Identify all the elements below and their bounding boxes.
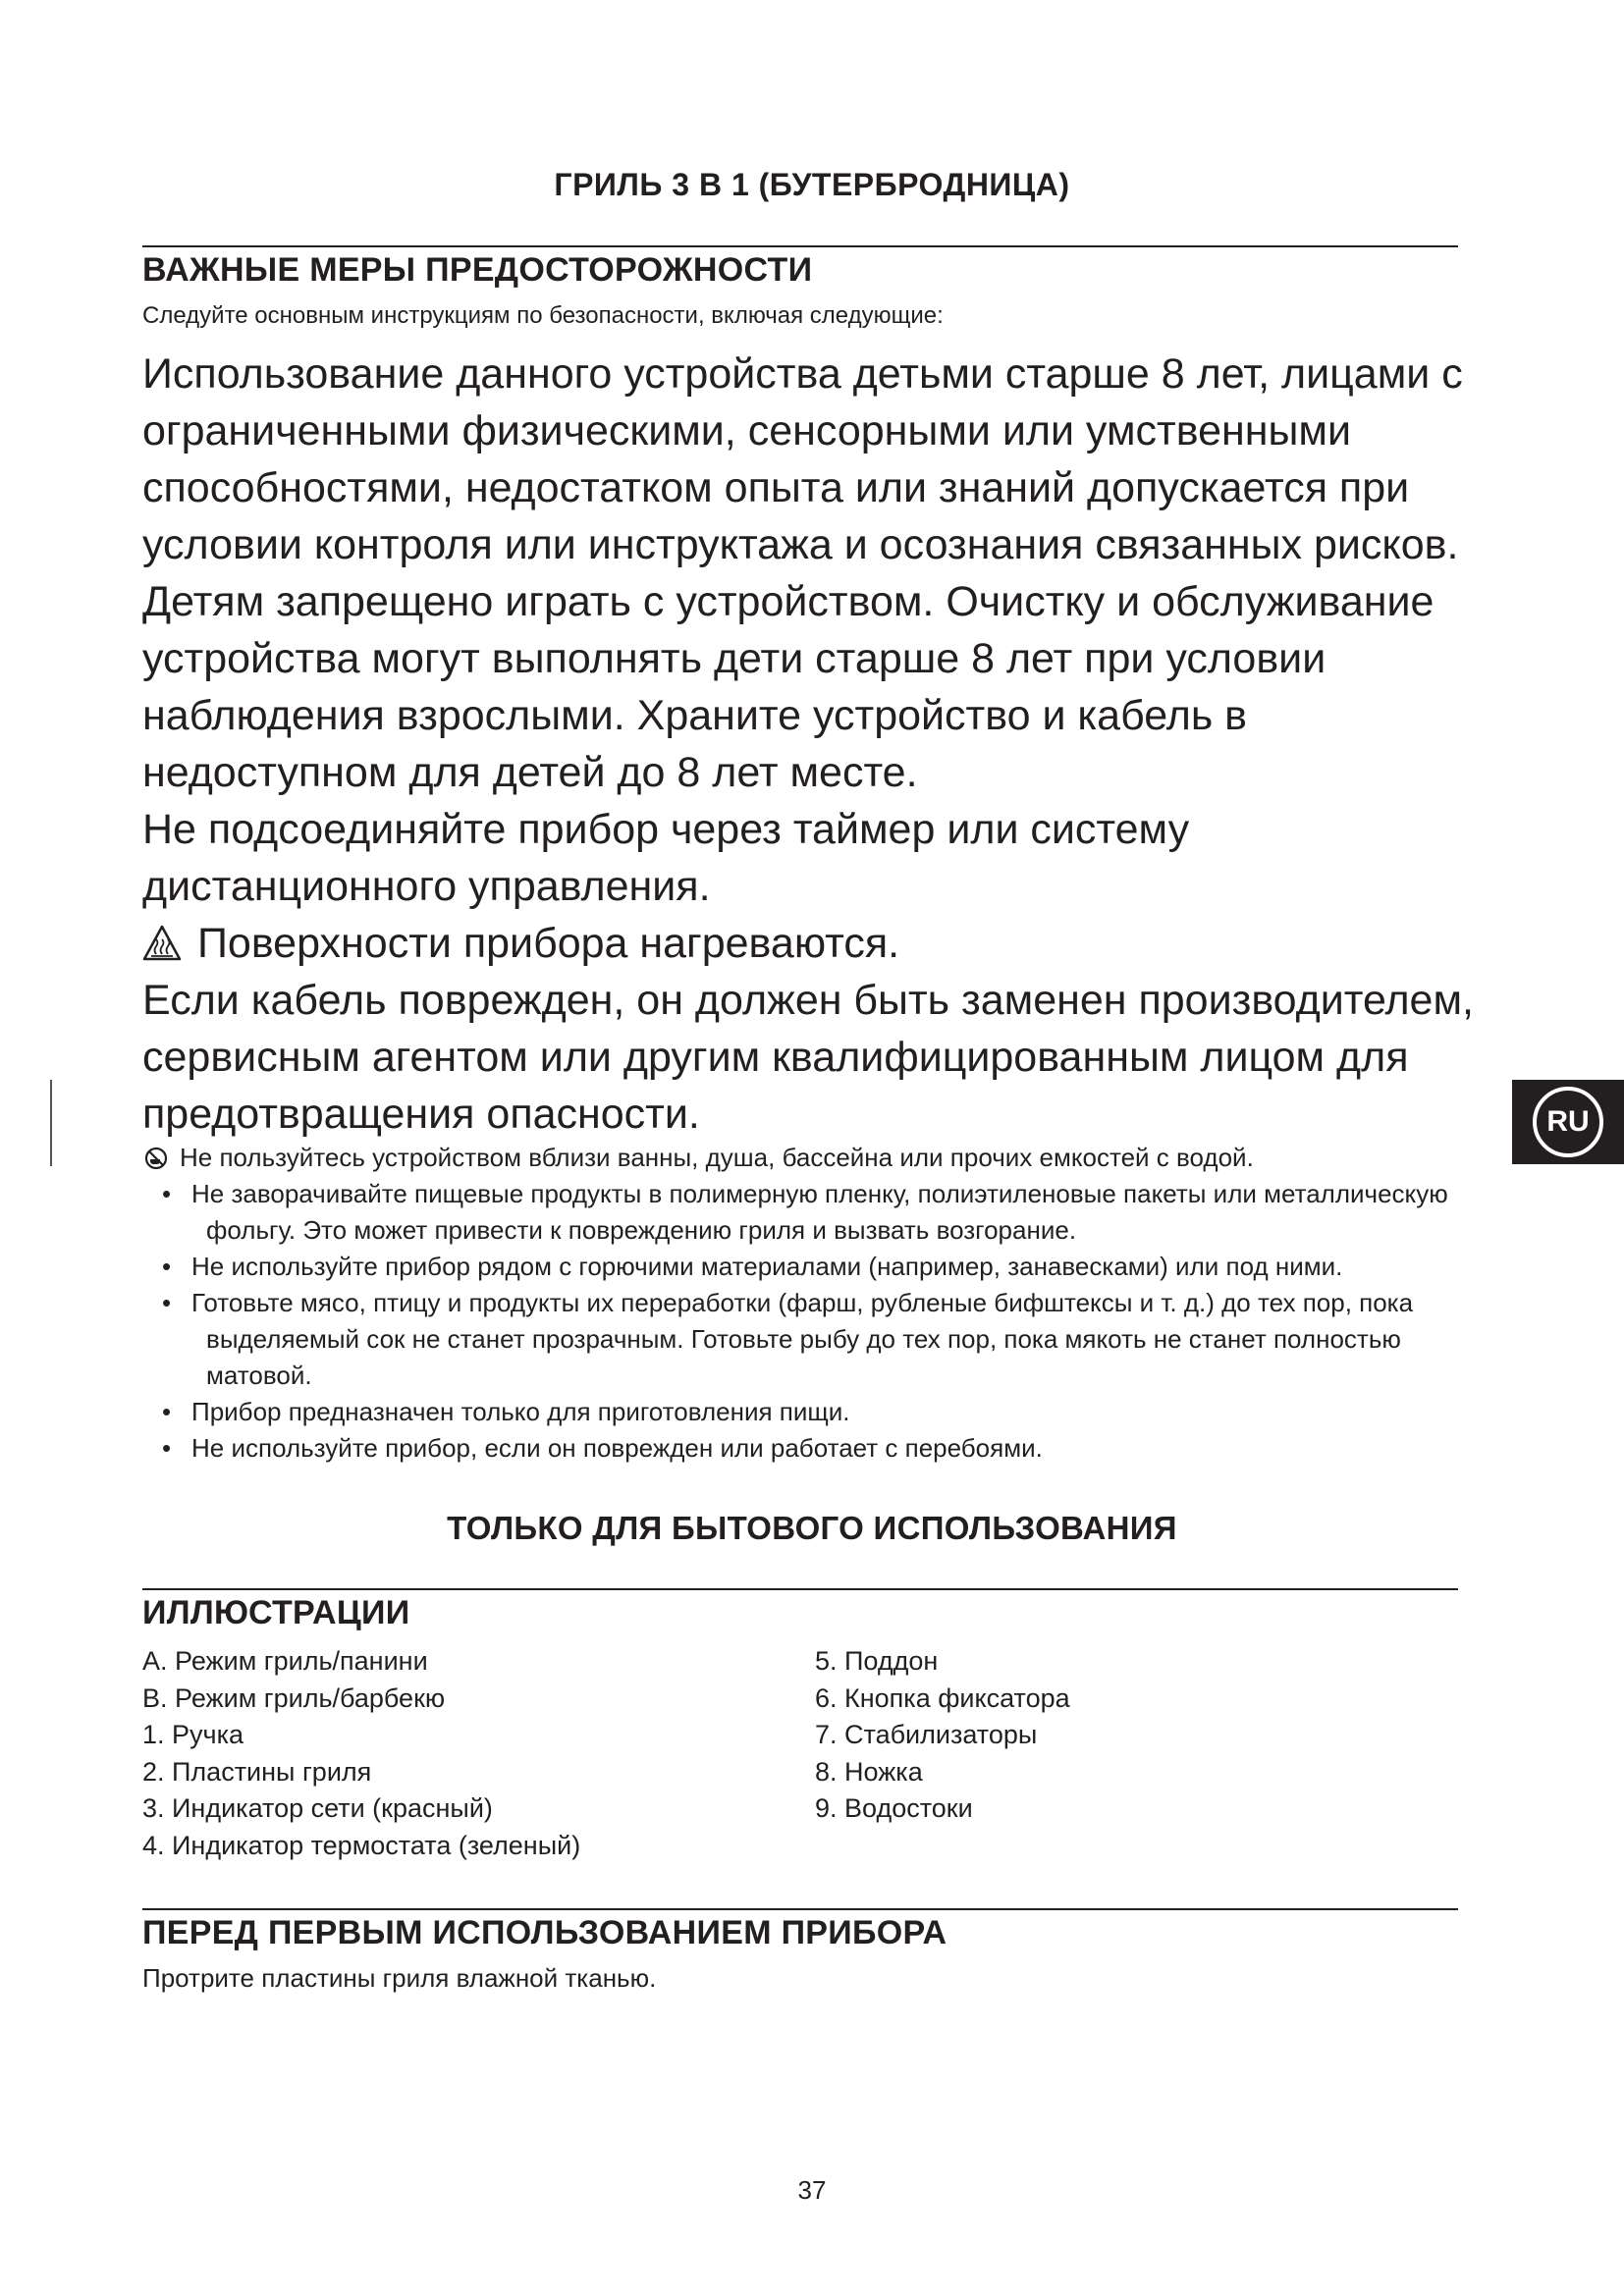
list-item: B. Режим гриль/барбекю [142, 1682, 446, 1713]
bullet-icon: • [162, 1397, 172, 1426]
safety-main-text [142, 346, 1478, 1143]
first-use-text: Протрите пластины гриля влажной тканью. [142, 1963, 657, 1993]
timer-paragraph: Не подсоединяйте прибор через таймер или систему дистанционного управления. [142, 806, 1190, 910]
no-water-icon [144, 1147, 168, 1170]
list-item: 2. Пластины гриля [142, 1756, 372, 1787]
list-item: 8. Ножка [815, 1756, 923, 1787]
section-divider [142, 1588, 1458, 1590]
margin-mark [50, 1080, 52, 1166]
safety-heading: ВАЖНЫЕ МЕРЫ ПРЕДОСТОРОЖНОСТИ [142, 251, 813, 289]
list-item: 7. Стабилизаторы [815, 1720, 1038, 1749]
water-warning [142, 1140, 1458, 1176]
language-tab [1512, 1080, 1624, 1164]
page-number: 37 [797, 2175, 827, 2205]
list-item: 1. Ручка [142, 1720, 244, 1749]
children-usage-paragraph: Использование данного устройства детьми старше 8 лет, лицами с ограниченными физическими, сенсорными или умственными способностями, недостатком опыта или знаний допускается при условии контроля или инструктажа и осознания связанных рисков. Детям запрещено играть с устройством. Очистку и обслуживание устройства могут выполнять дети старше 8 лет при условии наблюдения взрослыми. Храните устройство и кабель в недоступном для детей до 8 лет месте. [142, 350, 1463, 796]
list-item: 9. Водостоки [815, 1793, 973, 1823]
safety-intro: Следуйте основным инструкциям по безопасности, включая следующие: [142, 302, 944, 329]
list-item: 3. Индикатор сети (красный) [142, 1793, 493, 1823]
household-use-notice: ТОЛЬКО ДЛЯ БЫТОВОГО ИСПОЛЬЗОВАНИЯ [447, 1510, 1177, 1546]
illustrations-list-right [815, 1643, 1070, 1828]
page-title: ГРИЛЬ 3 В 1 (БУТЕРБРОДНИЦА) [554, 167, 1070, 202]
list-item: • Не заворачивайте пищевые продукты в полимерную пленку, полиэтиленовые пакеты или металлическую фольгу. Это может привести к повреждению гриля и вызвать возгорание. [142, 1176, 1458, 1249]
first-use-heading: ПЕРЕД ПЕРВЫМ ИСПОЛЬЗОВАНИЕМ ПРИБОРА [142, 1914, 947, 1951]
list-item: • Прибор предназначен только для приготовления пищи. [142, 1394, 1458, 1430]
water-warning-text: Не пользуйтесь устройством вблизи ванны, душа, бассейна или прочих емкостей с водой. [180, 1143, 1254, 1172]
list-item: A. Режим гриль/панини [142, 1646, 428, 1676]
section-divider [142, 245, 1458, 247]
hot-surface-icon [142, 924, 182, 963]
list-item: • Не используйте прибор рядом с горючими материалами (например, занавесками) или под ними. [142, 1249, 1458, 1285]
bullet-icon: • [162, 1179, 172, 1208]
bullet-icon: • [162, 1252, 172, 1281]
list-item: 5. Поддон [815, 1646, 939, 1676]
cable-paragraph: Если кабель поврежден, он должен быть заменен производителем, сервисным агентом или другим квалифицированным лицом для предотвращения опасности. [142, 977, 1474, 1138]
bullet-icon: • [162, 1288, 172, 1317]
illustrations-heading: ИЛЛЮСТРАЦИИ [142, 1594, 410, 1631]
language-badge: RU [1533, 1087, 1603, 1157]
safety-list [142, 1140, 1458, 1467]
illustrations-list-left [142, 1643, 580, 1864]
section-divider [142, 1908, 1458, 1910]
list-item: • Не используйте прибор, если он поврежден или работает с перебоями. [142, 1430, 1458, 1467]
bullet-icon: • [162, 1433, 172, 1463]
list-item: 4. Индикатор термостата (зеленый) [142, 1830, 581, 1860]
hot-surface-text: Поверхности прибора нагреваются. [197, 920, 900, 967]
list-item: • Готовьте мясо, птицу и продукты их переработки (фарш, рубленые бифштексы и т. д.) до тех пор, пока выделяемый сок не станет прозрачным. Готовьте рыбу до тех пор, пока мякоть не станет полностью матовой. [142, 1285, 1458, 1394]
list-item: 6. Кнопка фиксатора [815, 1682, 1070, 1713]
hot-surface-warning [142, 915, 1478, 972]
